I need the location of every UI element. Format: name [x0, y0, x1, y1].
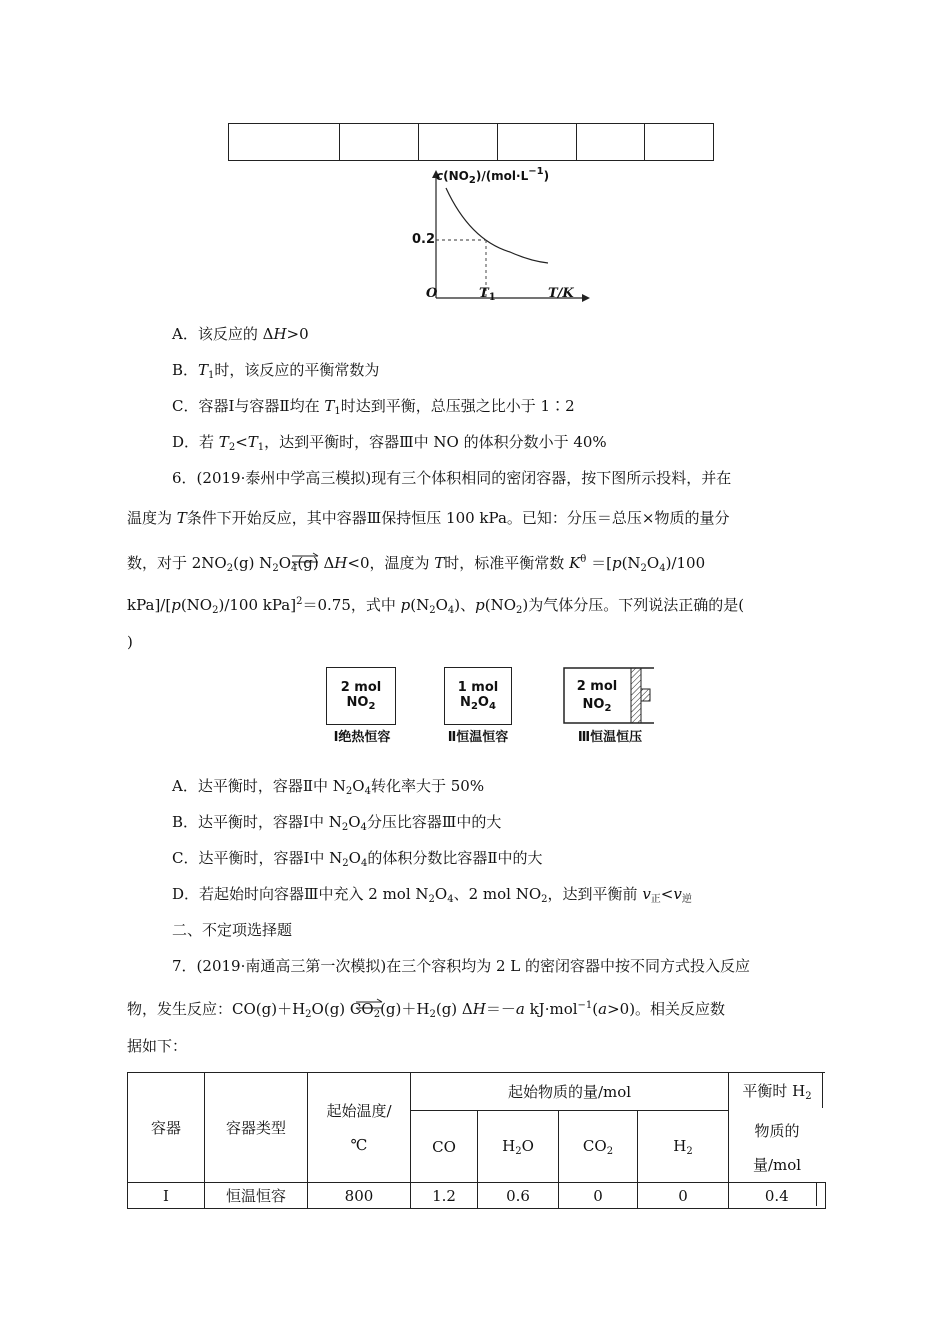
q5-option-a: A．该反应的 ΔH>0 [172, 325, 309, 343]
cell-h2: 0 [638, 1183, 729, 1209]
th-h2: $H_2$ [638, 1111, 729, 1183]
q5-option-b: B．$T_1$时，该反应的平衡常数为 [172, 361, 380, 381]
equilibrium-arrow-icon [290, 552, 320, 566]
q5-option-c: C．容器Ⅰ与容器Ⅱ均在 $T_1$时达到平衡，总压强之比小于 1∶2 [172, 397, 575, 417]
x-axis-arrow [582, 294, 590, 302]
q7-stem-line3: 据如下： [127, 1037, 188, 1055]
graph-x-label: T/K [548, 286, 574, 301]
cell-temp: 800 [308, 1183, 411, 1209]
cell-h2o: 0.6 [478, 1183, 559, 1209]
q6-stem-line1: 6．(2019·泰州中学高三模拟)现有三个体积相同的密闭容器，按下图所示投料，并在 [172, 469, 732, 487]
th-container: 容器 [128, 1073, 205, 1183]
container-1-label: Ⅰ绝热恒容 [333, 730, 391, 745]
cell-type: 恒温恒容 [205, 1183, 308, 1209]
container-3-box: 2 mol $NO_2$ [563, 667, 655, 723]
q7-data-table [127, 1072, 826, 1209]
q6-stem-line4: $kPa]/[p(NO_2)/100$ kPa]$^2$＝0.75，式中 $p(N_2O_4)$、$p(NO_2)$为气体分压。下列说法正确的是( [127, 596, 745, 616]
cell-co: 1.2 [411, 1183, 478, 1209]
q6-stem-line2: 温度为 T条件下开始反应，其中容器Ⅲ保持恒压 100 kPa。已知：分压＝总压×物质的量分 [127, 509, 730, 527]
container-3-formula: $NO_2$ [582, 697, 612, 714]
cell-container: Ⅰ [128, 1183, 205, 1209]
th-eq-h2: 平衡时 $H_2$ 物质的 量/mol [729, 1073, 826, 1183]
blank-cell [419, 124, 498, 161]
q6-option-c: C．达平衡时，容器Ⅰ中 $N_2O_4$的体积分数比容器Ⅱ中的大 [172, 849, 543, 869]
cell-eq-h2: 0.4 [729, 1183, 826, 1209]
container-2-formula: $N_2O_4$ [460, 695, 496, 712]
q6-option-b: B．达平衡时，容器Ⅰ中 $N_2O_4$分压比容器Ⅲ中的大 [172, 813, 502, 833]
graph-y-tick: 0.2 [412, 232, 436, 247]
q6-stem-line3: 数，对于 $2NO_2(g)$ $N_2O_4(g)$ ΔH<0，温度为 T时，标准平衡常数 $K^\theta =[p(N_2O_4)/100$ [127, 554, 706, 574]
graph-origin: O [426, 286, 438, 301]
cell-co2: 0 [559, 1183, 638, 1209]
q7-stem-line2: 物，发生反应：$CO(g)+H_2O(g)$ $CO_2(g)+H_2(g)$ ΔH＝－a kJ·mol$^{-1}$(a>0)。相关反应数 [127, 1000, 726, 1020]
container-2-box: 1 mol $N_2O_4$ [444, 667, 512, 725]
container-1-box: 2 mol $NO_2$ [326, 667, 396, 725]
q6-option-a: A．达平衡时，容器Ⅱ中 $N_2O_4$转化率大于 50% [172, 777, 485, 797]
piston-icon [563, 667, 655, 725]
blank-cell [498, 124, 577, 161]
th-co: CO [411, 1111, 478, 1183]
table-right-edge [816, 1182, 817, 1206]
q6-option-d: D．若起始时向容器Ⅲ中充入 2 mol $N_2O_4$、2 mol $NO_2$，达到平衡前 $v_正<v_逆$ [172, 885, 692, 905]
blank-cell [229, 124, 340, 161]
th-co2: $CO_2$ [559, 1111, 638, 1183]
container-2-label: Ⅱ恒温恒容 [447, 730, 509, 745]
q5-option-d: D．若 $T_2<T_1$，达到平衡时，容器Ⅲ中 NO 的体积分数小于 40% [172, 433, 607, 453]
table-right-edge [822, 1072, 823, 1108]
th-temp: 起始温度/ ℃ [308, 1073, 411, 1183]
graph-x-tick: $T_1$ [479, 286, 496, 303]
q7-stem-line1: 7．(2019·南通高三第一次模拟)在三个容积均为 2 L 的密闭容器中按不同方式投入反应 [172, 957, 751, 975]
equilibrium-arrow-icon [354, 998, 384, 1012]
blank-cell [645, 124, 714, 161]
concentration-curve [446, 188, 548, 263]
section-heading: 二、不定项选择题 [172, 921, 293, 939]
graph-y-label: $c(NO_2)/(mol\cdot L^{-1})$ [436, 166, 550, 186]
blank-cell [340, 124, 419, 161]
th-type: 容器类型 [205, 1073, 308, 1183]
top-blank-table [228, 123, 714, 161]
blank-cell [577, 124, 645, 161]
q6-stem-line5: ) [127, 633, 133, 651]
th-h2o: $H_2O$ [478, 1111, 559, 1183]
container-1-formula: $NO_2$ [346, 695, 376, 712]
table-row [128, 1183, 826, 1209]
th-initial-amount: 起始物质的量/mol [411, 1073, 729, 1111]
container-3-label: Ⅲ恒温恒压 [577, 730, 643, 745]
